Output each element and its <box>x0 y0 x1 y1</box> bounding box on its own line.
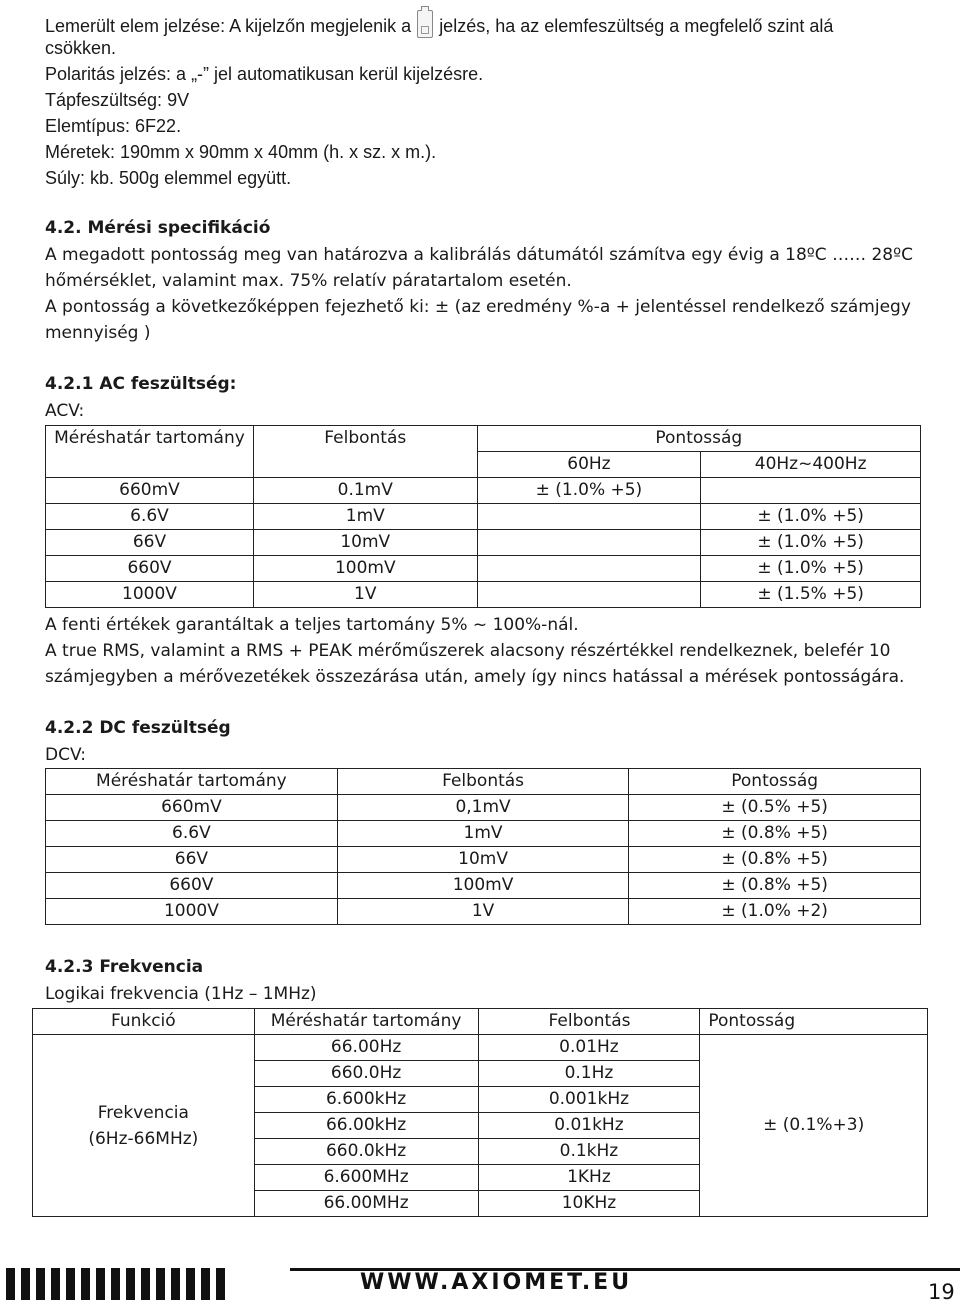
acv-note1: A fenti értékek garantáltak a teljes tartomány 5% ~ 100%-nál. <box>45 615 579 635</box>
acv-cell-range: 66V <box>46 530 254 556</box>
dcv-cell-accuracy: ± (0.8% +5) <box>629 821 921 847</box>
dcv-heading: 4.2.2 DC feszültség <box>45 718 231 738</box>
acv-cell-range: 660V <box>46 556 254 582</box>
acv-cell-resolution: 100mV <box>253 556 477 582</box>
freq-cell-resolution: 1KHz <box>478 1165 700 1191</box>
freq-table <box>32 1008 928 1217</box>
acv-heading: 4.2.1 AC feszültség: <box>45 374 237 394</box>
dcv-cell-accuracy: ± (0.8% +5) <box>629 847 921 873</box>
freq-header-resolution: Felbontás <box>478 1009 700 1035</box>
table-row <box>46 873 921 899</box>
dcv-cell-resolution: 1mV <box>337 821 629 847</box>
battery-type-text: Elemtípus: 6F22. <box>45 116 182 136</box>
battery-indicator-text <box>45 10 833 38</box>
dcv-label: DCV: <box>45 745 86 765</box>
table-row <box>46 821 921 847</box>
freq-subheading: Logikai frekvencia (1Hz – 1MHz) <box>45 984 317 1004</box>
freq-function-cell <box>33 1035 255 1217</box>
acv-note2-line1: A true RMS, valamint a RMS + PEAK mérőműszerek alacsony részértékkel rendelkeznek, belefér 10 <box>45 641 891 661</box>
dcv-cell-range: 1000V <box>46 899 338 925</box>
acv-cell-range: 6.6V <box>46 504 254 530</box>
battery-line-after: jelzés, ha az elemfeszültség a megfelelő szint alá <box>439 16 834 36</box>
table-row <box>46 530 921 556</box>
freq-cell-resolution: 10KHz <box>478 1191 700 1217</box>
table-row <box>46 582 921 608</box>
dcv-table <box>45 768 921 925</box>
acv-cell-range: 1000V <box>46 582 254 608</box>
battery-icon <box>417 10 433 38</box>
freq-heading: 4.2.3 Frekvencia <box>45 957 204 977</box>
freq-header-accuracy: Pontosság <box>700 1009 928 1035</box>
freq-cell-range: 660.0kHz <box>254 1139 478 1165</box>
freq-cell-range: 66.00MHz <box>254 1191 478 1217</box>
acv-cell-acc60 <box>477 556 701 582</box>
acv-cell-resolution: 1V <box>253 582 477 608</box>
acv-header-resolution: Felbontás <box>253 426 477 478</box>
acv-cell-resolution: 10mV <box>253 530 477 556</box>
spec-p1-line1: A megadott pontosság meg van határozva a kalibrálás dátumától számítva egy évig a 18ºC …… 28ºC <box>45 245 913 265</box>
page-number: 19 <box>928 1280 955 1304</box>
table-row <box>46 478 921 504</box>
freq-cell-range: 6.600kHz <box>254 1087 478 1113</box>
spec-p1-line2: hőmérséklet, valamint max. 75% relatív páratartalom esetén. <box>45 271 572 291</box>
acv-table <box>45 425 921 608</box>
acv-cell-resolution: 0.1mV <box>253 478 477 504</box>
dcv-cell-accuracy: ± (0.5% +5) <box>629 795 921 821</box>
acv-header-60hz: 60Hz <box>477 452 701 478</box>
dimensions-text: Méretek: 190mm x 90mm x 40mm (h. x sz. x m.). <box>45 142 437 162</box>
acv-cell-acc60 <box>477 582 701 608</box>
dcv-cell-resolution: 1V <box>337 899 629 925</box>
table-row <box>33 1035 928 1061</box>
spec-heading: 4.2. Mérési specifikáció <box>45 218 271 238</box>
freq-function-line1: Frekvencia <box>97 1102 189 1123</box>
acv-cell-acc400: ± (1.0% +5) <box>701 530 921 556</box>
freq-cell-resolution: 0.1kHz <box>478 1139 700 1165</box>
table-row <box>46 504 921 530</box>
acv-cell-acc400: ± (1.0% +5) <box>701 556 921 582</box>
dcv-cell-accuracy: ± (0.8% +5) <box>629 873 921 899</box>
freq-header-function: Funkció <box>33 1009 255 1035</box>
acv-cell-resolution: 1mV <box>253 504 477 530</box>
freq-cell-range: 6.600MHz <box>254 1165 478 1191</box>
footer-url: WWW.AXIOMET.EU <box>360 1270 633 1295</box>
freq-cell-resolution: 0.1Hz <box>478 1061 700 1087</box>
dcv-cell-accuracy: ± (1.0% +2) <box>629 899 921 925</box>
acv-header-accuracy: Pontosság <box>477 426 920 452</box>
freq-cell-range: 660.0Hz <box>254 1061 478 1087</box>
freq-cell-resolution: 0.001kHz <box>478 1087 700 1113</box>
acv-cell-acc400: ± (1.5% +5) <box>701 582 921 608</box>
spec-p2-line2: mennyiség ) <box>45 323 151 343</box>
table-row <box>46 899 921 925</box>
freq-accuracy-cell: ± (0.1%+3) <box>700 1035 928 1217</box>
acv-label: ACV: <box>45 401 85 421</box>
dcv-header-resolution: Felbontás <box>337 769 629 795</box>
freq-header-range: Méréshatár tartomány <box>254 1009 478 1035</box>
acv-cell-range: 660mV <box>46 478 254 504</box>
freq-cell-resolution: 0.01Hz <box>478 1035 700 1061</box>
polarity-text: Polaritás jelzés: a „-” jel automatikusan kerül kijelzésre. <box>45 64 484 84</box>
dcv-cell-range: 66V <box>46 847 338 873</box>
acv-cell-acc60 <box>477 530 701 556</box>
freq-cell-range: 66.00kHz <box>254 1113 478 1139</box>
acv-cell-acc60 <box>477 504 701 530</box>
dcv-cell-range: 660mV <box>46 795 338 821</box>
dcv-cell-range: 6.6V <box>46 821 338 847</box>
spec-p2-line1: A pontosság a következőképpen fejezhető ki: ± (az eredmény %-a + jelentéssel rendelkező számjegy <box>45 297 911 317</box>
acv-cell-acc60: ± (1.0% +5) <box>477 478 701 504</box>
dcv-cell-resolution: 0,1mV <box>337 795 629 821</box>
dcv-cell-resolution: 10mV <box>337 847 629 873</box>
supply-text: Tápfeszültség: 9V <box>45 90 190 110</box>
dcv-header-accuracy: Pontosság <box>629 769 921 795</box>
freq-function-line2: (6Hz-66MHz) <box>88 1128 199 1149</box>
table-row <box>46 847 921 873</box>
acv-header-400hz: 40Hz~400Hz <box>701 452 921 478</box>
freq-cell-resolution: 0.01kHz <box>478 1113 700 1139</box>
weight-text: Súly: kb. 500g elemmel együtt. <box>45 168 292 188</box>
acv-cell-acc400: ± (1.0% +5) <box>701 504 921 530</box>
acv-cell-acc400 <box>701 478 921 504</box>
footer-barcode-decoration <box>6 1268 225 1300</box>
battery-line-2: csökken. <box>45 38 117 58</box>
table-row <box>46 795 921 821</box>
dcv-cell-range: 660V <box>46 873 338 899</box>
acv-note2-line2: számjegyben a mérővezetékek összezárása után, amely így nincs hatással a mérések pontosságára. <box>45 667 905 687</box>
dcv-cell-resolution: 100mV <box>337 873 629 899</box>
dcv-header-range: Méréshatár tartomány <box>46 769 338 795</box>
table-row <box>46 556 921 582</box>
battery-line-before: Lemerült elem jelzése: A kijelzőn megjelenik a <box>45 16 412 36</box>
freq-cell-range: 66.00Hz <box>254 1035 478 1061</box>
acv-header-range: Méréshatár tartomány <box>46 426 254 478</box>
